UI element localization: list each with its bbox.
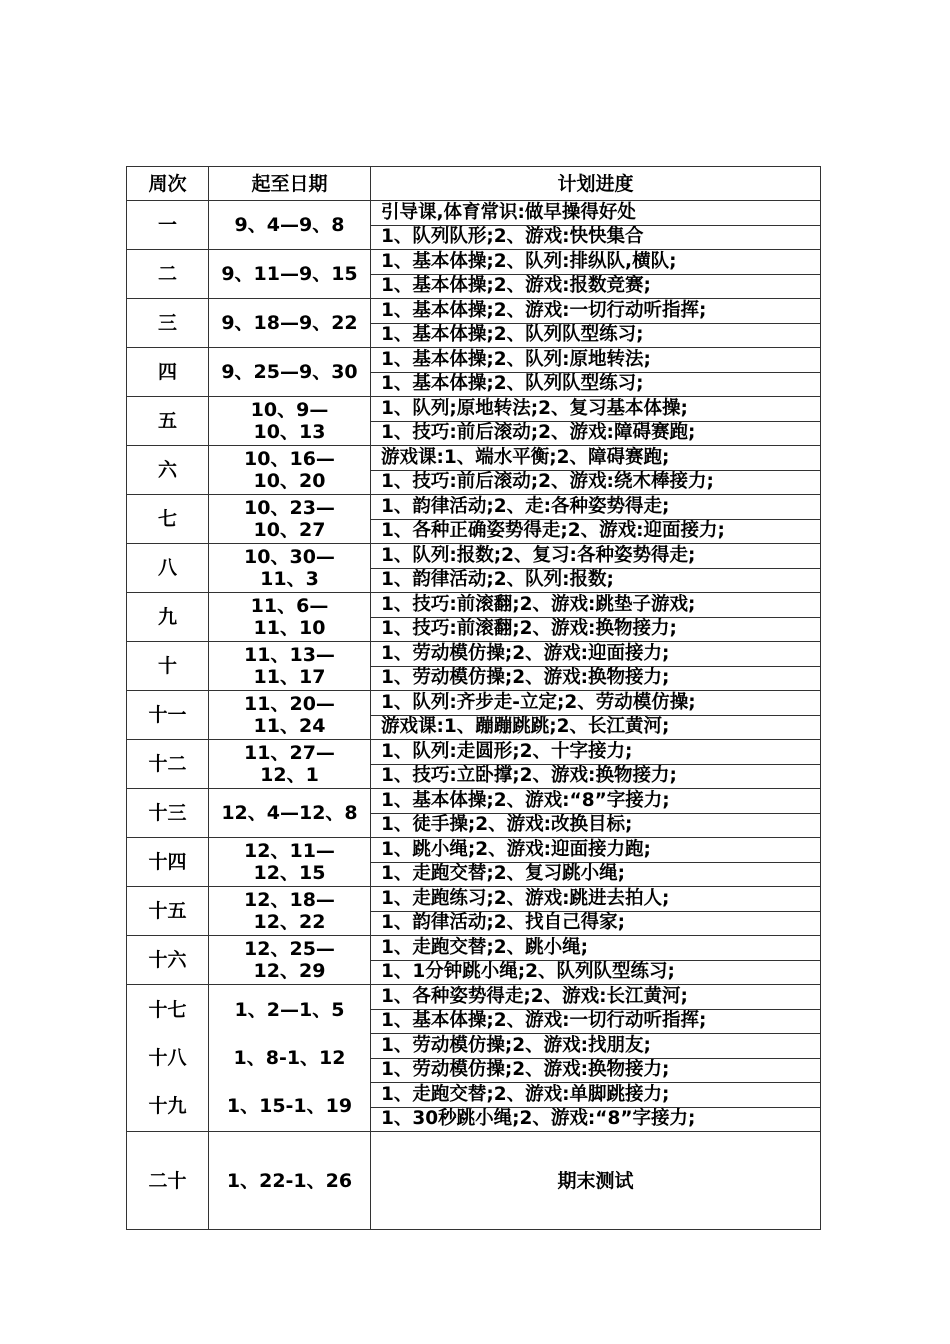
plan-item: 1、各种姿势得走;2、游戏:长江黄河; — [371, 985, 821, 1010]
plan-item: 1、队列;原地转法;2、复习基本体操; — [371, 397, 821, 422]
week-number: 十九 — [148, 1095, 187, 1117]
week-row-first — [127, 887, 821, 912]
date-line: 10、27 — [253, 519, 326, 541]
week-number: 十二 — [127, 740, 209, 789]
date-range — [209, 544, 371, 593]
date-range — [209, 593, 371, 642]
date-line: 10、20 — [253, 470, 326, 492]
week-row-first — [127, 593, 821, 618]
plan-item: 1、技巧:前后滚动;2、游戏:障碍赛跑; — [371, 421, 821, 446]
week-number-group — [127, 985, 209, 1132]
week-number: 十七 — [148, 999, 187, 1021]
date-line: 9、11—9、15 — [221, 263, 358, 285]
date-line: 11、3 — [260, 568, 319, 590]
date-range — [209, 495, 371, 544]
date-line: 9、25—9、30 — [221, 361, 358, 383]
week-number: 十 — [127, 642, 209, 691]
plan-item: 1、韵律活动;2、队列:报数; — [371, 568, 821, 593]
plan-item: 1、走跑练习;2、游戏:跳进去拍人; — [371, 887, 821, 912]
plan-item: 1、技巧:前后滚动;2、游戏:绕木棒接力; — [371, 470, 821, 495]
week-number: 一 — [127, 201, 209, 250]
date-range — [209, 642, 371, 691]
plan-item: 1、走跑交替;2、复习跳小绳; — [371, 862, 821, 887]
plan-item: 1、跳小绳;2、游戏:迎面接力跑; — [371, 838, 821, 863]
plan-item: 1、韵律活动;2、找自己得家; — [371, 911, 821, 936]
date-line: 9、18—9、22 — [221, 312, 358, 334]
header-row — [127, 167, 821, 201]
date-range-group — [209, 985, 371, 1132]
plan-item: 1、徒手操;2、游戏:改换目标; — [371, 813, 821, 838]
schedule-body — [127, 201, 821, 1230]
date-line: 10、9— — [250, 399, 329, 421]
plan-item: 1、基本体操;2、队列:排纵队,横队; — [371, 250, 821, 275]
week-number: 七 — [127, 495, 209, 544]
header-plan: 计划进度 — [371, 167, 821, 201]
plan-item: 1、1分钟跳小绳;2、队列队型练习; — [371, 960, 821, 985]
plan-item: 游戏课:1、蹦蹦跳跳;2、长江黄河; — [371, 715, 821, 740]
week-number: 十三 — [127, 789, 209, 838]
date-line: 11、10 — [253, 617, 326, 639]
plan-item: 1、队列队形;2、游戏:快快集合 — [371, 225, 821, 250]
date-line: 11、27— — [244, 742, 335, 764]
date-line: 10、13 — [253, 421, 326, 443]
date-range — [209, 740, 371, 789]
header-week: 周次 — [127, 167, 209, 201]
date-line: 12、4—12、8 — [221, 802, 358, 824]
week-number: 十八 — [148, 1047, 187, 1069]
date-line: 12、22 — [253, 911, 326, 933]
plan-item: 1、劳动模仿操;2、游戏:迎面接力; — [371, 642, 821, 667]
date-line: 12、29 — [253, 960, 326, 982]
plan-item: 1、队列:齐步走-立定;2、劳动模仿操; — [371, 691, 821, 716]
week-number: 四 — [127, 348, 209, 397]
date-line: 1、15-1、19 — [226, 1095, 353, 1117]
schedule-table — [126, 166, 821, 1230]
plan-item: 1、韵律活动;2、走:各种姿势得走; — [371, 495, 821, 520]
header-dates: 起至日期 — [209, 167, 371, 201]
week-row-first — [127, 789, 821, 814]
date-line: 12、25— — [244, 938, 335, 960]
date-line: 12、15 — [253, 862, 326, 884]
date-range — [209, 936, 371, 985]
date-line: 11、24 — [253, 715, 326, 737]
week-row-first — [127, 250, 821, 275]
merged-row — [127, 985, 821, 1010]
date-range — [209, 201, 371, 250]
date-line: 10、16— — [244, 448, 335, 470]
date-range — [209, 691, 371, 740]
plan-item: 1、劳动模仿操;2、游戏:找朋友; — [371, 1034, 821, 1059]
plan-item: 1、各种正确姿势得走;2、游戏:迎面接力; — [371, 519, 821, 544]
plan-item: 1、基本体操;2、队列队型练习; — [371, 323, 821, 348]
plan-item: 1、基本体操;2、队列:原地转法; — [371, 348, 821, 373]
plan-item: 1、走跑交替;2、跳小绳; — [371, 936, 821, 961]
date-line: 1、2—1、5 — [234, 999, 345, 1021]
week-number: 十四 — [127, 838, 209, 887]
date-line: 11、20— — [244, 693, 335, 715]
date-line: 11、13— — [244, 644, 335, 666]
date-line: 12、18— — [244, 889, 335, 911]
week-row-first — [127, 299, 821, 324]
date-line: 1、8-1、12 — [233, 1047, 346, 1069]
final-exam: 期末测试 — [371, 1132, 821, 1230]
week-row-first — [127, 740, 821, 765]
date-line: 10、23— — [244, 497, 335, 519]
week-row-first — [127, 838, 821, 863]
week-number: 十六 — [127, 936, 209, 985]
final-row — [127, 1132, 821, 1230]
plan-item: 1、基本体操;2、游戏:报数竞赛; — [371, 274, 821, 299]
plan-item: 1、基本体操;2、游戏:“8”字接力; — [371, 789, 821, 814]
plan-item: 1、走跑交替;2、游戏:单脚跳接力; — [371, 1083, 821, 1108]
date-range — [209, 789, 371, 838]
date-range — [209, 250, 371, 299]
date-line: 12、1 — [260, 764, 319, 786]
plan-item: 1、劳动模仿操;2、游戏:换物接力; — [371, 666, 821, 691]
date-range — [209, 397, 371, 446]
week-number: 八 — [127, 544, 209, 593]
date-range — [209, 348, 371, 397]
plan-item: 1、队列:走圆形;2、十字接力; — [371, 740, 821, 765]
date-range — [209, 838, 371, 887]
plan-item: 1、基本体操;2、队列队型练习; — [371, 372, 821, 397]
plan-item: 1、劳动模仿操;2、游戏:换物接力; — [371, 1058, 821, 1083]
plan-item: 1、技巧:前滚翻;2、游戏:换物接力; — [371, 617, 821, 642]
week-row-first — [127, 691, 821, 716]
plan-item: 游戏课:1、端水平衡;2、障碍赛跑; — [371, 446, 821, 471]
week-number: 六 — [127, 446, 209, 495]
date-line: 9、4—9、8 — [234, 214, 345, 236]
plan-item: 引导课,体育常识:做早操得好处 — [371, 201, 821, 226]
date-line: 11、6— — [250, 595, 329, 617]
week-row-first — [127, 936, 821, 961]
week-number: 二 — [127, 250, 209, 299]
date-range: 1、22-1、26 — [209, 1132, 371, 1230]
plan-item: 1、基本体操;2、游戏:一切行动听指挥; — [371, 1009, 821, 1034]
plan-item: 1、技巧:立卧撑;2、游戏:换物接力; — [371, 764, 821, 789]
date-range — [209, 299, 371, 348]
date-range — [209, 887, 371, 936]
plan-item: 1、队列:报数;2、复习:各种姿势得走; — [371, 544, 821, 569]
plan-item: 1、30秒跳小绳;2、游戏:“8”字接力; — [371, 1107, 821, 1132]
week-row-first — [127, 495, 821, 520]
date-line: 10、30— — [244, 546, 335, 568]
week-number: 二十 — [127, 1132, 209, 1230]
week-number: 九 — [127, 593, 209, 642]
week-row-first — [127, 642, 821, 667]
week-row-first — [127, 348, 821, 373]
date-range — [209, 446, 371, 495]
week-number: 五 — [127, 397, 209, 446]
week-number: 十一 — [127, 691, 209, 740]
week-row-first — [127, 201, 821, 226]
date-line: 12、11— — [244, 840, 335, 862]
week-number: 三 — [127, 299, 209, 348]
week-row-first — [127, 446, 821, 471]
week-number: 十五 — [127, 887, 209, 936]
week-row-first — [127, 544, 821, 569]
plan-item: 1、基本体操;2、游戏:一切行动听指挥; — [371, 299, 821, 324]
date-line: 11、17 — [253, 666, 326, 688]
plan-item: 1、技巧:前滚翻;2、游戏:跳垫子游戏; — [371, 593, 821, 618]
week-row-first — [127, 397, 821, 422]
